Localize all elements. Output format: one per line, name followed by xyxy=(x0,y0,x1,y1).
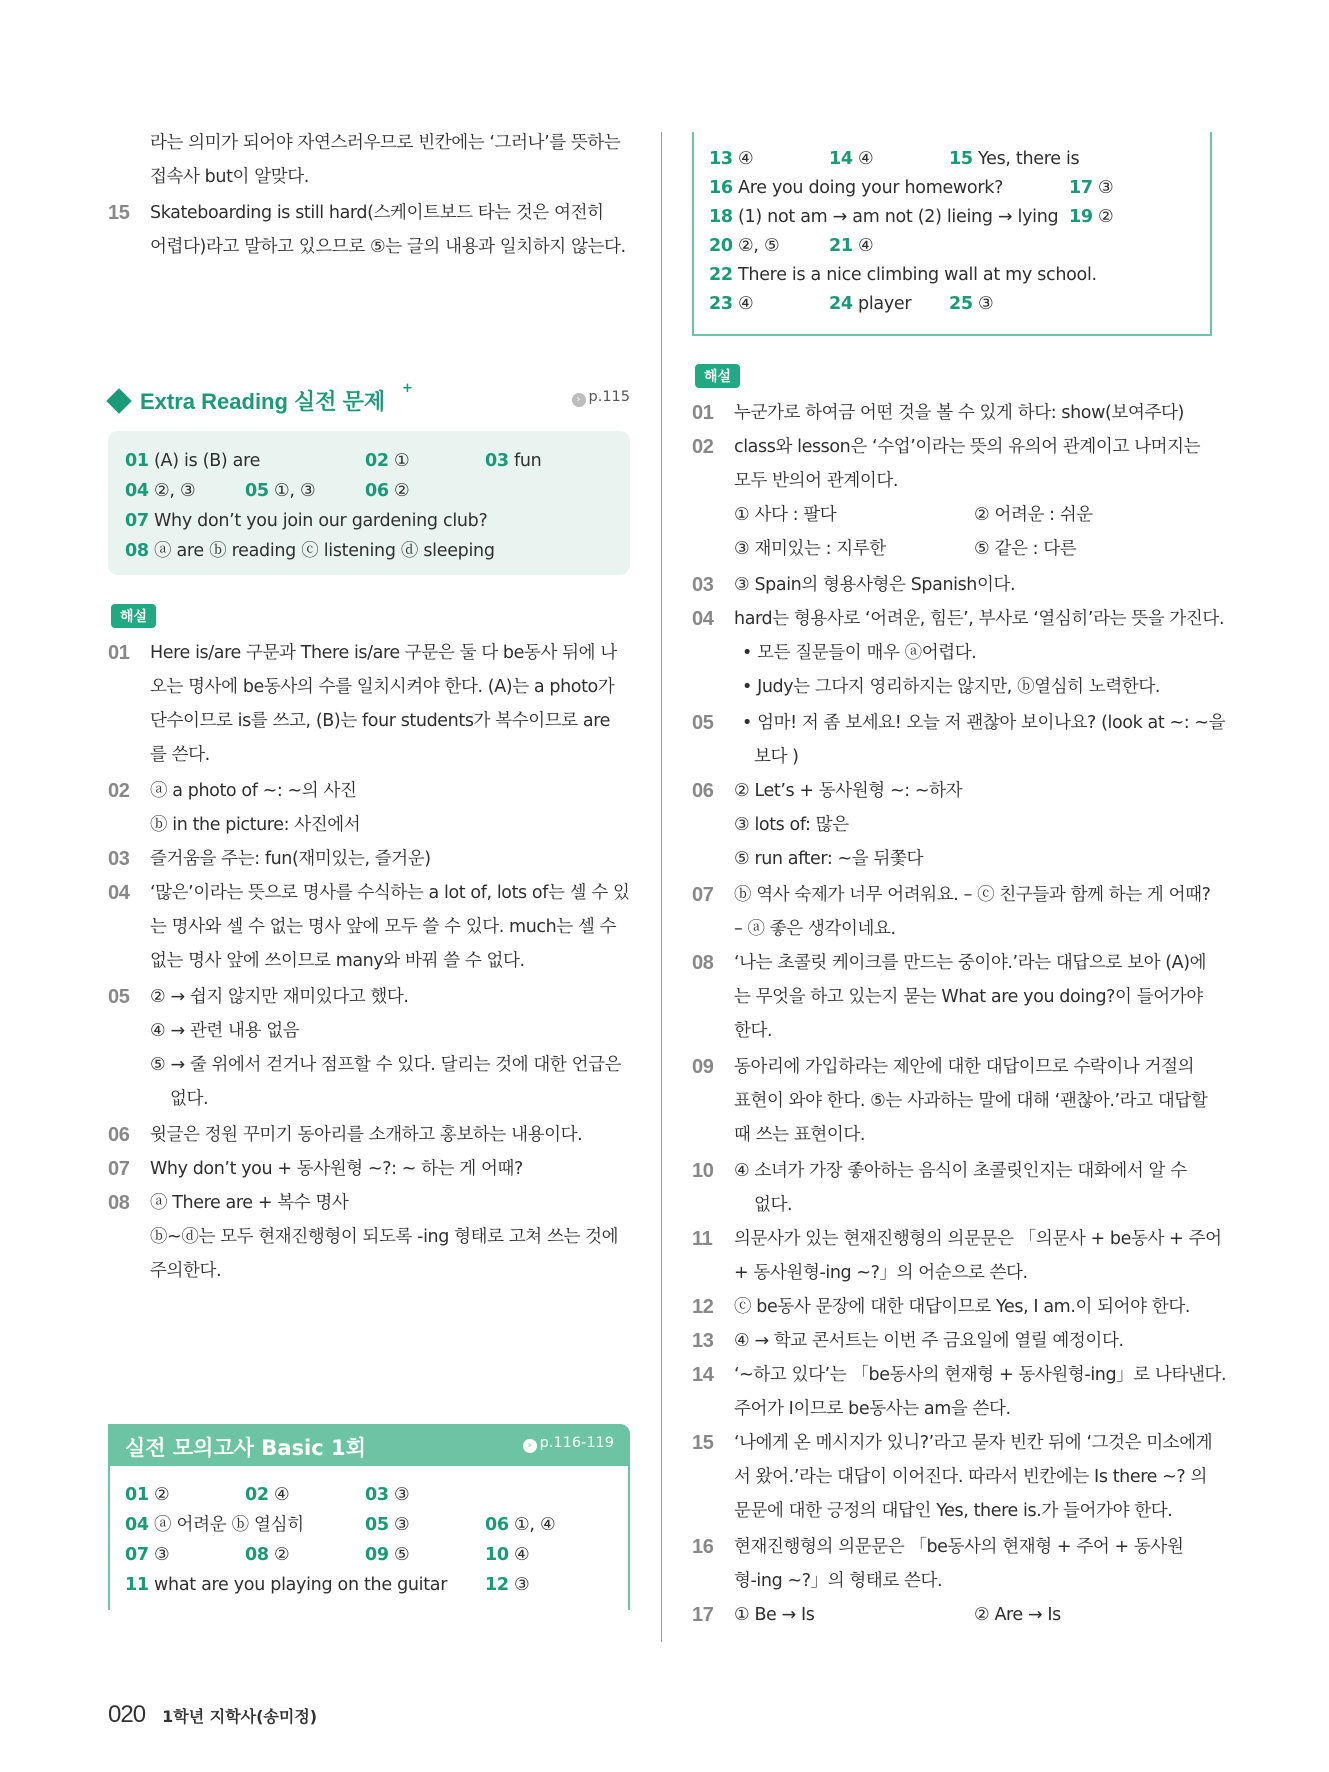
mock-test-title: 실전 모의고사 Basic 1회 xyxy=(125,1436,366,1460)
page-footer xyxy=(108,1701,317,1729)
footer-label: 1학년 지학사(송미정) xyxy=(162,1707,318,1726)
extra-reading-answer-box: 01 (A) is (B) are 02 ① 03 fun 04 ②, ③ 05 ①, ③ 06 ② 07 Why don’t you join our gardening club? 08 ⓐ are ⓑ reading ⓒ listening ⓓ sleeping xyxy=(108,431,630,575)
arrow-right-icon: › xyxy=(572,393,586,407)
page-ref: › p.116-119 xyxy=(523,1435,614,1453)
mock-test-header xyxy=(108,1424,630,1466)
page-ref: › p.115 xyxy=(572,389,631,407)
box-border-left xyxy=(108,1466,110,1610)
box-border-right xyxy=(628,1466,630,1610)
extra-reading-header xyxy=(108,381,630,421)
explanation-badge: 해설 xyxy=(111,604,156,628)
extra-reading-title: Extra Reading 실전 문제 xyxy=(140,389,386,414)
diamond-icon xyxy=(106,388,131,413)
explanation-badge: 해설 xyxy=(695,364,740,388)
column-divider xyxy=(661,132,662,1642)
arrow-right-icon: › xyxy=(523,1439,537,1453)
plus-mark: + xyxy=(402,381,413,396)
page-number: 020 xyxy=(108,1701,146,1728)
answer-row: 01 (A) is (B) are xyxy=(125,451,261,471)
mock-test-box: 실전 모의고사 Basic 1회 › p.116-119 01 ② 02 ④ 03 ③ 04 ⓐ 어려운 ⓑ 열심히 05 ③ 06 ①, ④ 07 ③ 08 ② 09 ⑤ 10 ④ 11 what are you playing on the guitar 12 ③ xyxy=(108,1424,630,1610)
right-answer-box: 13 ④ 14 ④ 15 Yes, there is 16 Are you doing your homework? 17 ③ 18 (1) not am → am not (2) lieing → lying 19 ② 20 ②, ⑤ 21 ④ 22 There is a nice climbing wall at my school. 23 ④ 24 player 25 ③ xyxy=(692,132,1212,336)
